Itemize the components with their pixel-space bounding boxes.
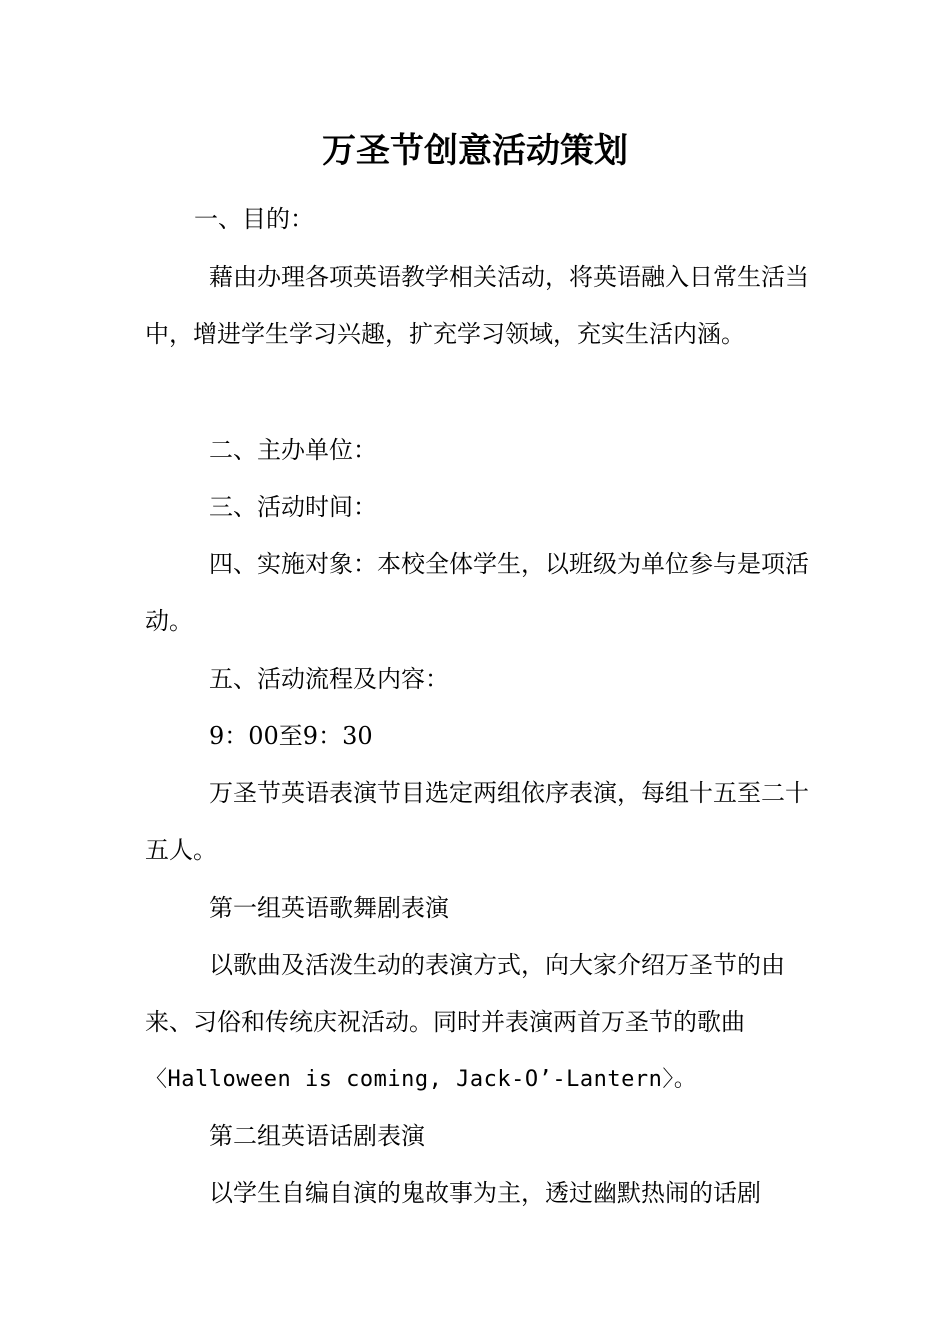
group2-body: 以学生自编自演的鬼故事为主，透过幽默热闹的话剧	[209, 1179, 761, 1207]
group1-heading: 第一组英语歌舞剧表演	[209, 894, 449, 922]
purpose-heading: 一、目的：	[194, 205, 314, 233]
group1-songs: 〈Halloween is coming, Jack-O’-Lantern〉。	[145, 1067, 697, 1092]
purpose-body: 藉由办理各项英语教学相关活动，将英语融入日常生活当中，增进学生学习兴趣，扩充学习领域，充实生活内涵。	[145, 263, 809, 348]
group2-heading: 第二组英语话剧表演	[209, 1122, 425, 1150]
organizer-heading: 二、主办单位：	[209, 436, 377, 464]
time-heading: 三、活动时间：	[209, 493, 377, 521]
group1-body: 以歌曲及活泼生动的表演方式，向大家介绍万圣节的由来、习俗和传统庆祝活动。同时并表演两首万圣节的歌曲	[145, 951, 785, 1036]
schedule-description: 万圣节英语表演节目选定两组依序表演，每组十五至二十五人。	[145, 779, 809, 864]
target-paragraph: 四、实施对象：本校全体学生，以班级为单位参与是项活动。	[145, 550, 809, 635]
document-title: 万圣节创意活动策划	[322, 131, 628, 171]
flow-heading: 五、活动流程及内容：	[209, 665, 449, 693]
schedule-time: 9：00至9：30	[209, 722, 373, 750]
